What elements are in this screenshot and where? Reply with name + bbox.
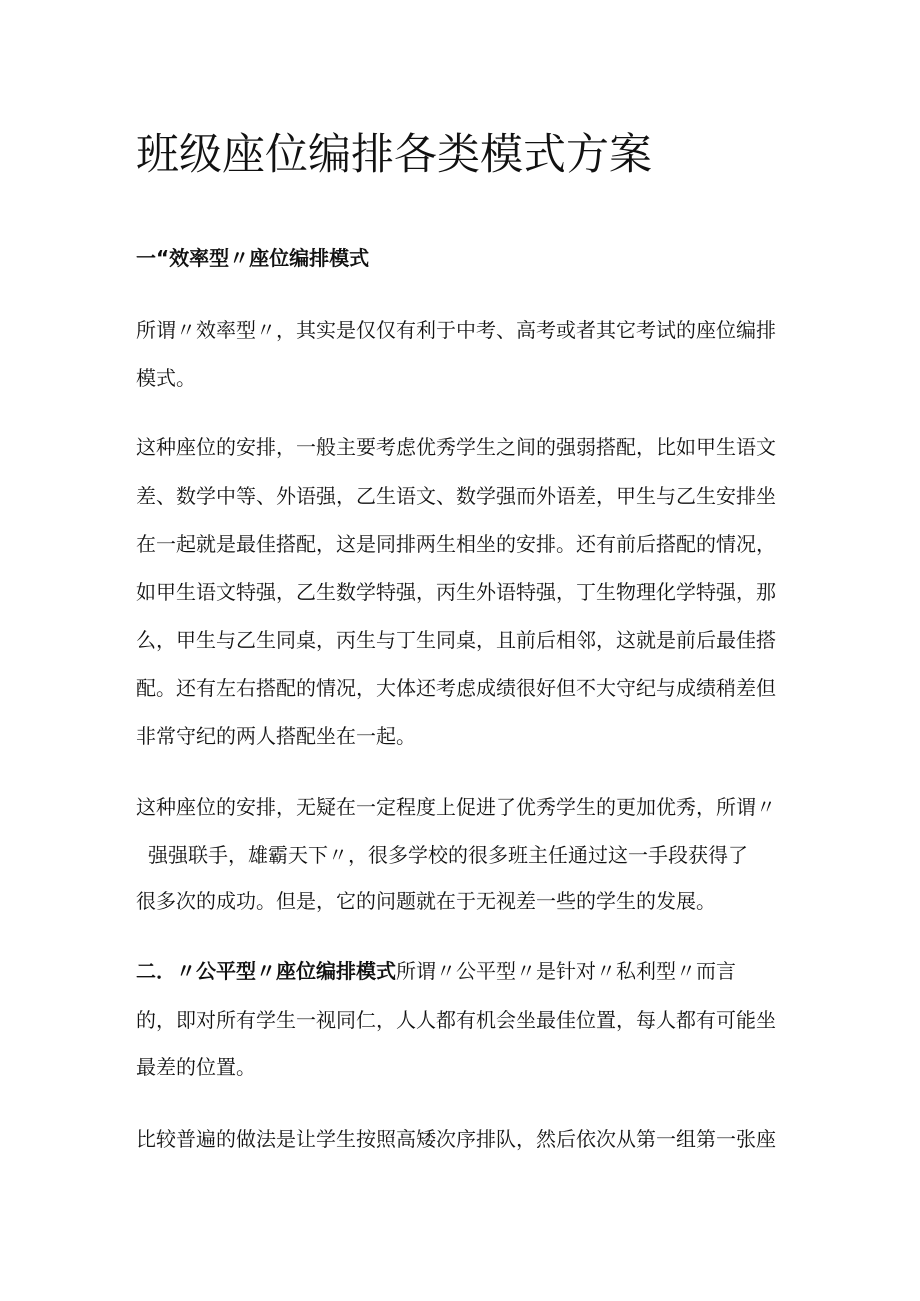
paragraph-line: 非常守纪的两人搭配坐在一起。 [136,724,416,748]
section-heading-1: 一“效率型〃座位编排模式 [136,246,370,270]
section-heading-2: 二．〃公平型〃座位编排模式 [136,959,396,983]
paragraph-line: 这种座位的安排，无疑在一定程度上促进了优秀学生的更加优秀，所谓〃 [136,795,776,819]
paragraph-line: 模式。 [136,366,196,390]
paragraph-line: 强强联手，雄霸天下〃，很多学校的很多班主任通过这一手段获得了 [148,843,748,867]
paragraph-line: 差、数学中等、外语强，乙生语文、数学强而外语差，甲生与乙生安排坐 [136,484,776,508]
paragraph-line: 在一起就是最佳搭配，这是同排两生相坐的安排。还有前后搭配的情况， [136,532,776,556]
document-title: 班级座位编排各类模式方案 [136,130,652,180]
paragraph-line: 比较普遍的做法是让学生按照高矮次序排队，然后依次从第一组第一张座 [136,1127,776,1151]
paragraph-line: 最差的位置。 [136,1055,256,1079]
paragraph-line: 么，甲生与乙生同桌，丙生与丁生同桌，且前后相邻，这就是前后最佳搭 [136,628,776,652]
section-heading-2-continuation: 所谓〃公平型〃是针对〃私利型〃而言 [396,959,736,983]
paragraph-line: 如甲生语文特强，乙生数学特强，丙生外语特强，丁生物理化学特强，那 [136,580,776,604]
paragraph-line: 的，即对所有学生一视同仁，人人都有机会坐最佳位置，每人都有可能坐 [136,1008,776,1032]
paragraph-line: 配。还有左右搭配的情况，大体还考虑成绩很好但不大守纪与成绩稍差但 [136,676,776,700]
paragraph-line: 这种座位的安排，一般主要考虑优秀学生之间的强弱搭配，比如甲生语文 [136,435,776,459]
paragraph-line: 所谓〃效率型〃，其实是仅仅有利于中考、高考或者其它考试的座位编排 [136,318,776,342]
paragraph-line: 很多次的成功。但是，它的问题就在于无视差一些的学生的发展。 [136,889,716,913]
section-heading-2-line [136,956,736,986]
